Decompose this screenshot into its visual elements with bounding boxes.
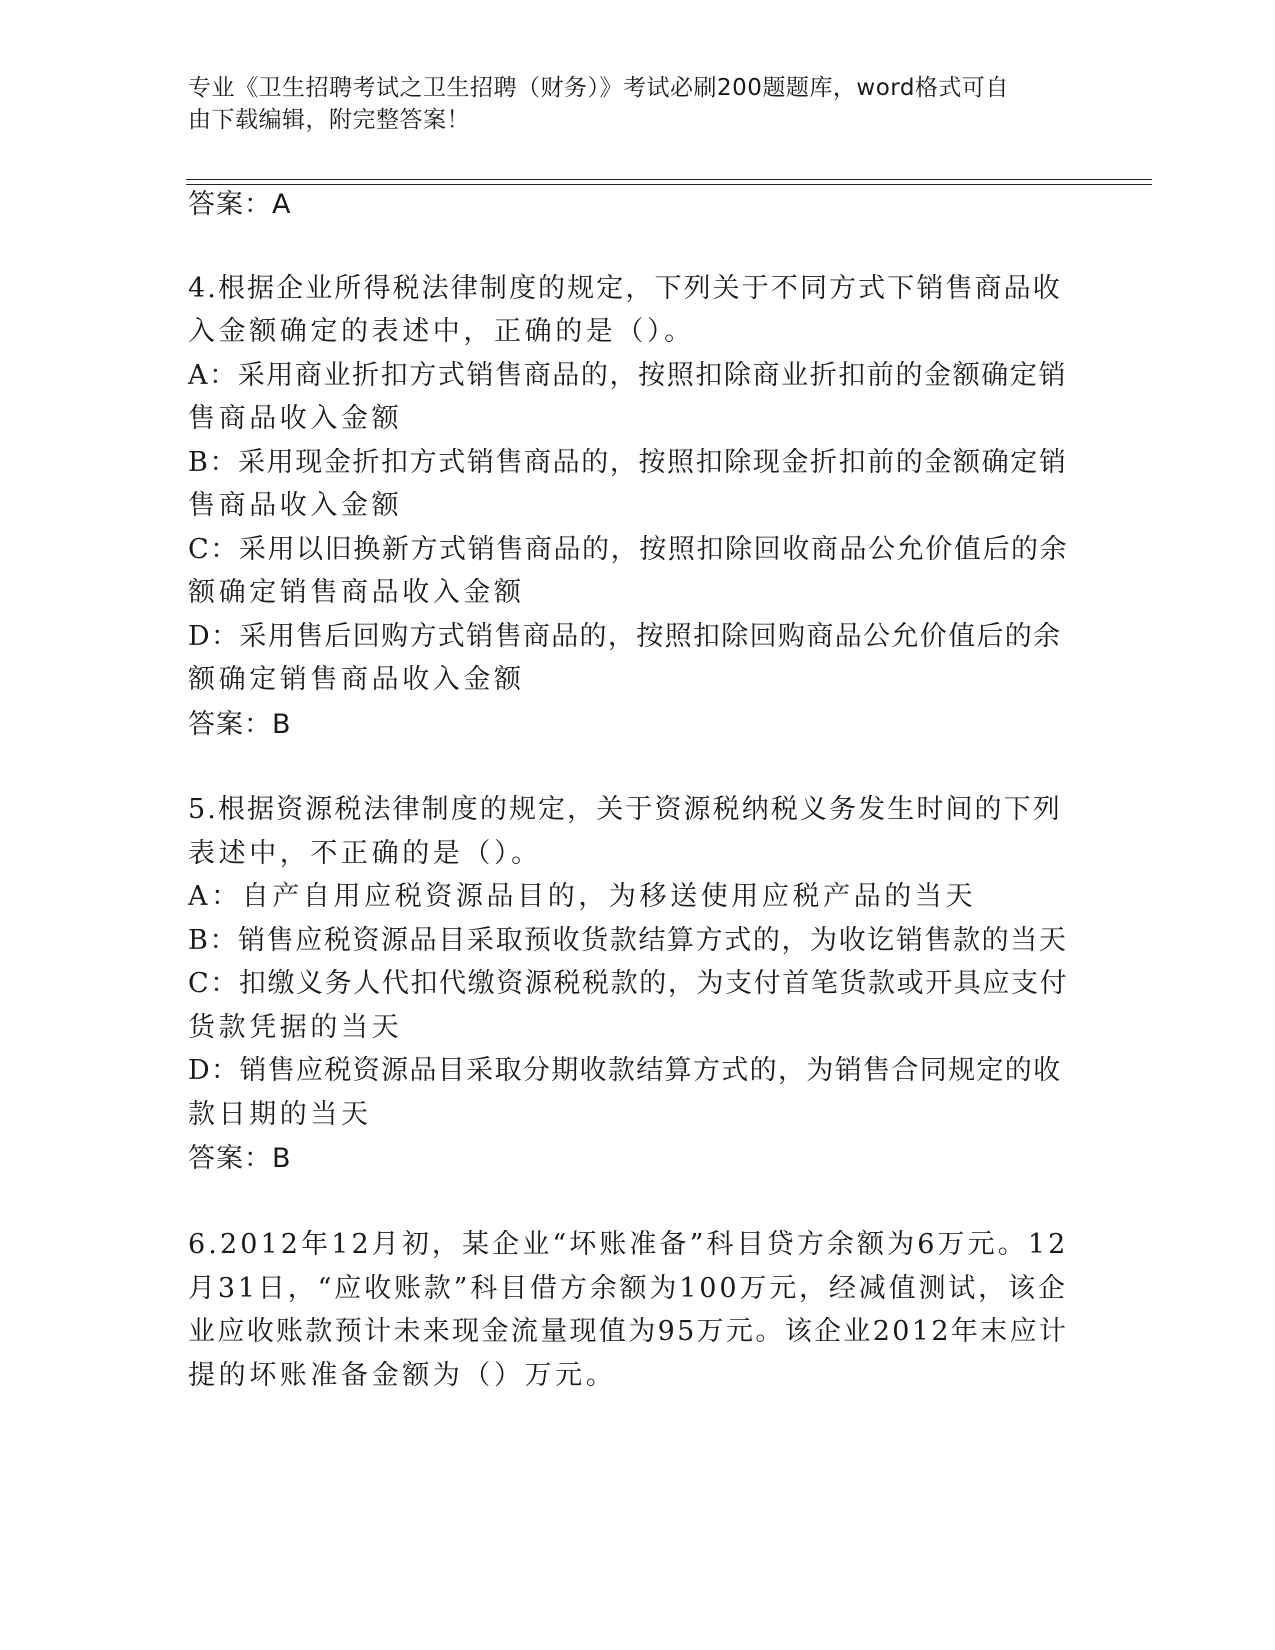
header-rule-bottom — [186, 184, 1152, 185]
option-4c-line-1: C：采用以旧换新方式销售商品的，按照扣除回收商品公允价值后的余 — [188, 534, 1069, 565]
answer-label-q5: 答案：B — [188, 1143, 292, 1174]
question-4-line-2: 入金额确定的表述中，正确的是（）。 — [188, 316, 695, 347]
question-6-line-1: 6.2012年12月初，某企业“坏账准备”科目贷方余额为6万元。12 — [188, 1229, 1069, 1260]
question-5-line-2: 表述中，不正确的是（）。 — [188, 838, 542, 869]
header-line-2: 由下载编辑，附完整答案！ — [188, 107, 470, 133]
option-4b-line-2: 售商品收入金额 — [188, 490, 403, 521]
option-4d-line-1: D：采用售后回购方式销售商品的，按照扣除回购商品公允价值后的余 — [188, 621, 1062, 652]
question-5-line-1: 5.根据资源税法律制度的规定，关于资源税纳税义务发生时间的下列 — [188, 794, 1062, 825]
question-4-line-1: 4.根据企业所得税法律制度的规定，下列关于不同方式下销售商品收 — [188, 273, 1062, 304]
answer-label-q3: 答案：A — [188, 189, 292, 220]
option-4a-line-2: 售商品收入金额 — [188, 403, 403, 434]
question-6-line-2: 月31日，“应收账款”科目借方余额为100万元，经减值测试，该企 — [188, 1273, 1068, 1304]
option-5c-line-2: 货款凭据的当天 — [188, 1012, 403, 1043]
question-6-line-4: 提的坏账准备金额为（）万元。 — [188, 1360, 617, 1391]
header-line-1: 专业《卫生招聘考试之卫生招聘（财务）》考试必刷200题题库，word格式可自 — [188, 75, 1009, 101]
option-5a: A：自产自用应税资源品目的，为移送使用应税产品的当天 — [188, 881, 977, 912]
option-4a-line-1: A：采用商业折扣方式销售商品的，按照扣除商业折扣前的金额确定销 — [188, 360, 1068, 391]
option-4b-line-1: B：采用现金折扣方式销售商品的，按照扣除现金折扣前的金额确定销 — [188, 447, 1068, 478]
header-rule-top — [186, 179, 1152, 180]
document-header — [188, 72, 1068, 136]
option-4d-line-2: 额确定销售商品收入金额 — [188, 664, 525, 695]
option-5c-line-1: C：扣缴义务人代扣代缴资源税税款的，为支付首笔货款或开具应支付 — [188, 968, 1069, 999]
option-5d-line-1: D：销售应税资源品目采取分期收款结算方式的，为销售合同规定的收 — [188, 1055, 1062, 1086]
option-5d-line-2: 款日期的当天 — [188, 1099, 372, 1130]
option-5b: B：销售应税资源品目采取预收货款结算方式的，为收讫销售款的当天 — [188, 925, 1068, 956]
answer-label-q4: 答案：B — [188, 709, 292, 740]
option-4c-line-2: 额确定销售商品收入金额 — [188, 577, 525, 608]
question-6-line-3: 业应收账款预计未来现金流量现值为95万元。该企业2012年末应计 — [188, 1316, 1069, 1347]
